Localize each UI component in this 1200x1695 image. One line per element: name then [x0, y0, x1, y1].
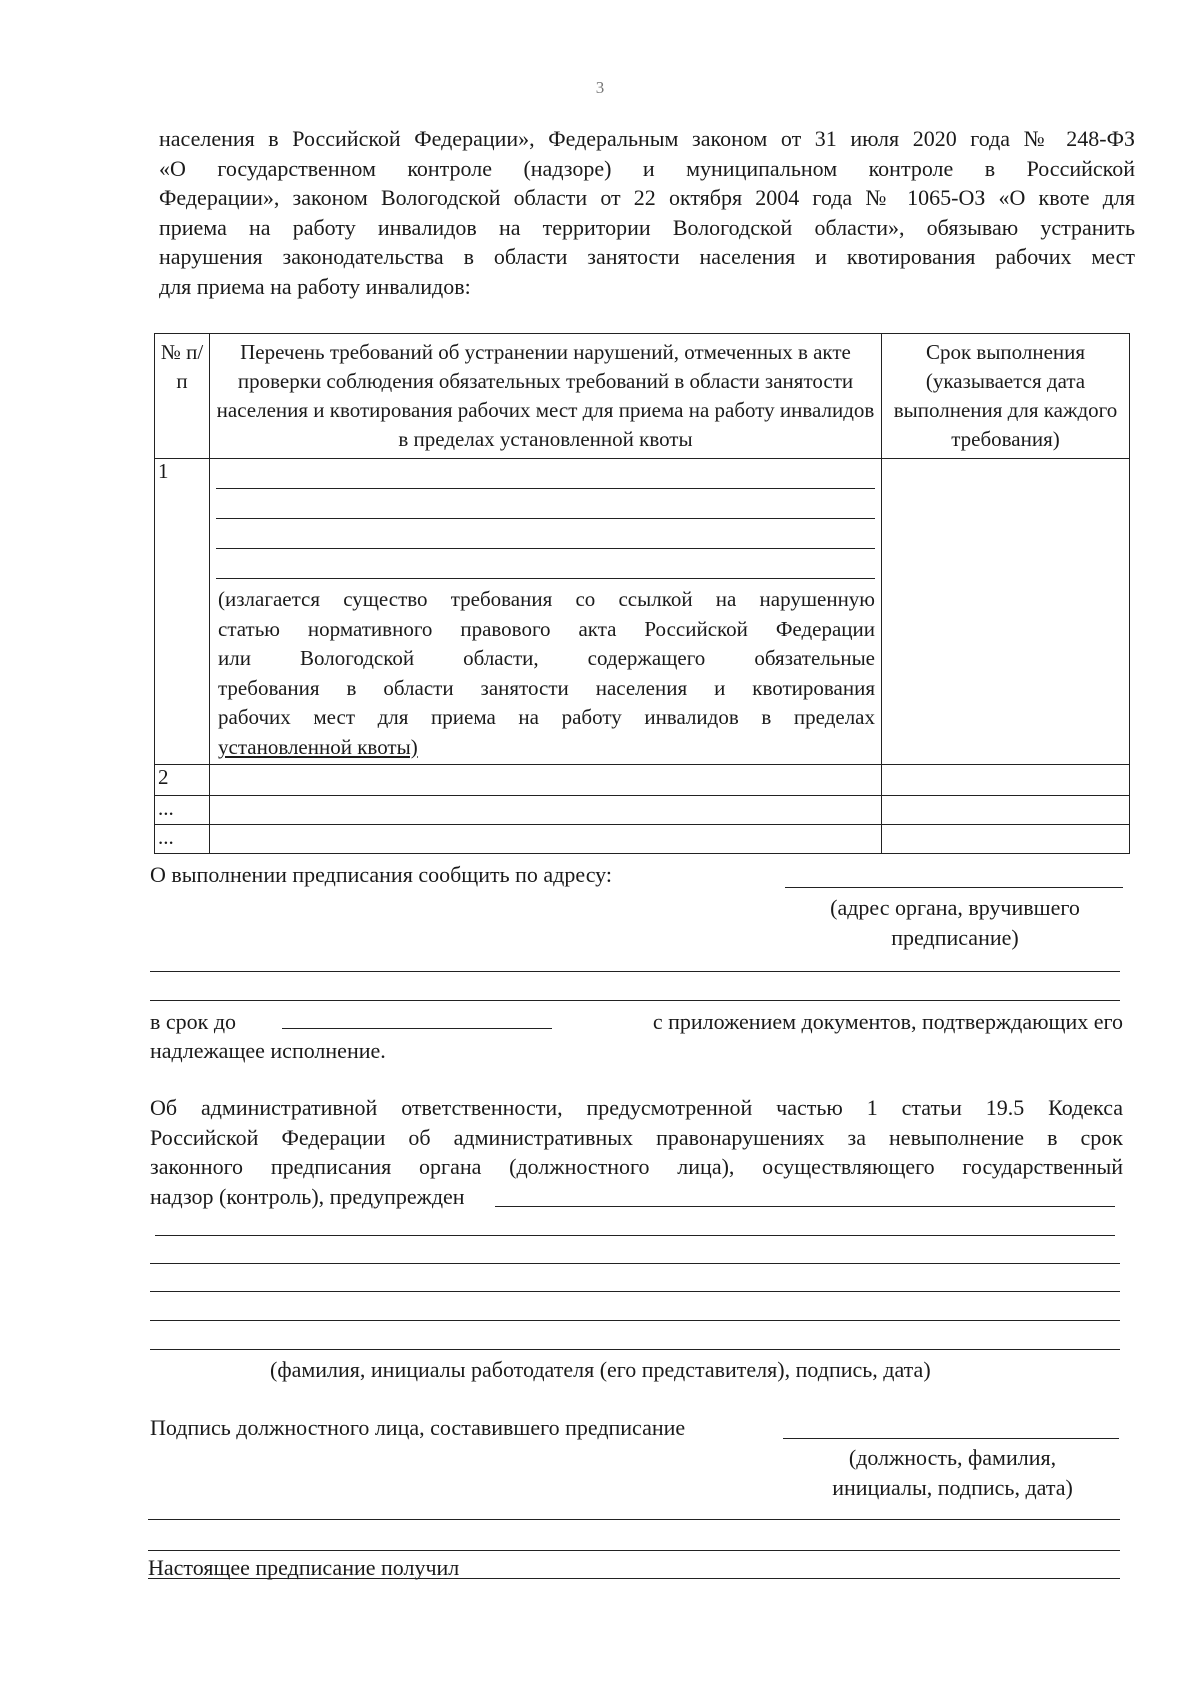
- address-line: [785, 887, 1123, 888]
- blank-line: [148, 1519, 1120, 1520]
- requirements-table: [154, 333, 1130, 854]
- blank-line: [216, 459, 875, 489]
- blank-line: [216, 519, 875, 549]
- row-requirement-cell: [210, 459, 882, 765]
- signature-label: Подпись должностного лица, составившего предписание: [150, 1415, 686, 1440]
- blank-line: [148, 1550, 1120, 1551]
- blank-line: [150, 1320, 1120, 1321]
- liability-line: законного предписания органа (должностного лица), осуществляющего государственный: [150, 1154, 1123, 1180]
- blank-line: [150, 1263, 1120, 1264]
- report-label: О выполнении предписания сообщить по адресу:: [150, 862, 612, 887]
- description-line: (излагается существо требования со ссылкой на нарушенную: [218, 587, 875, 611]
- blank-line: [495, 1206, 1115, 1207]
- deadline-second: надлежащее исполнение.: [150, 1038, 386, 1063]
- description-line: установленной квоты): [218, 734, 418, 759]
- table-row: [155, 459, 1130, 765]
- intro-line: нарушения законодательства в области занятости населения и квотирования рабочих мест: [159, 244, 1135, 270]
- header-deadline: Срок выполнения (указывается дата выполнения для каждого требования): [882, 334, 1130, 459]
- table-row: [155, 825, 1130, 854]
- row-requirement-cell: [210, 825, 882, 854]
- intro-line: населения в Российской Федерации», Федеральным законом от 31 июля 2020 года № 248-ФЗ: [159, 126, 1135, 151]
- signature-line: [783, 1438, 1119, 1439]
- blank-line: [155, 1235, 1115, 1236]
- row-deadline-cell: [882, 825, 1130, 854]
- table-row: [155, 765, 1130, 796]
- address-caption: (адрес органа, вручившего предписание): [830, 895, 1080, 950]
- deadline-suffix: с приложением документов, подтверждающих его: [652, 1009, 1123, 1034]
- row-requirement-cell: [210, 796, 882, 825]
- blank-line: [150, 971, 1120, 972]
- intro-line: Федерации», законом Вологодской области от 22 октября 2004 года № 1065-ОЗ «О квоте для: [159, 185, 1135, 211]
- header-requirement: Перечень требований об устранении нарушений, отмеченных в акте проверки соблюдения обязательных требований в области занятости населения и квотирования рабочих мест для приема на работу инвалидов в пределах установленной квоты: [210, 334, 882, 459]
- signature-caption: (должность, фамилия, инициалы, подпись, дата): [832, 1445, 1073, 1500]
- requirement-description: [210, 579, 881, 764]
- header-num: № п/п: [155, 334, 210, 459]
- intro-paragraph: [159, 124, 1135, 302]
- row-deadline-cell: [882, 796, 1130, 825]
- deadline-date-line: [282, 1028, 552, 1029]
- blank-line: [150, 1291, 1120, 1292]
- description-line: рабочих мест для приема на работу инвалидов в пределах: [218, 705, 875, 729]
- table-header-row: [155, 334, 1130, 459]
- intro-line: для приема на работу инвалидов:: [159, 273, 471, 299]
- row-num: 1: [155, 459, 210, 765]
- liability-line: Российской Федерации об административных правонарушениях за невыполнение в срок: [150, 1124, 1123, 1150]
- row-num: 2: [155, 765, 210, 796]
- intro-line: «О государственном контроле (надзоре) и муниципальном контроле в Российской: [159, 155, 1135, 181]
- table-row: [155, 796, 1130, 825]
- liability-paragraph: [150, 1093, 1123, 1182]
- row-deadline-cell: [882, 765, 1130, 796]
- description-line: или Вологодской области, содержащего обязательные: [218, 646, 875, 670]
- received-line: [148, 1578, 1120, 1579]
- blank-line: [216, 489, 875, 519]
- description-line: статью нормативного правового акта Российской Федерации: [218, 616, 875, 641]
- liability-last: надзор (контроль), предупрежден: [150, 1184, 465, 1209]
- row-num: ...: [155, 796, 210, 825]
- blank-line: [150, 1349, 1120, 1350]
- page-number: 3: [595, 78, 605, 97]
- blank-line: [216, 549, 875, 579]
- description-line: требования в области занятости населения и квотирования: [218, 675, 875, 700]
- liability-line: Об административной ответственности, предусмотренной частью 1 статьи 19.5 Кодекса: [150, 1095, 1123, 1120]
- row-num: ...: [155, 825, 210, 854]
- row-requirement-cell: [210, 765, 882, 796]
- received-label: Настоящее предписание получил: [148, 1555, 460, 1580]
- blank-line: [150, 1000, 1120, 1001]
- employer-caption: (фамилия, инициалы работодателя (его представителя), подпись, дата): [270, 1357, 931, 1382]
- row-deadline-cell: [882, 459, 1130, 765]
- intro-line: приема на работу инвалидов на территории Вологодской области», обязываю устранить: [159, 214, 1135, 240]
- deadline-prefix: в срок до: [150, 1009, 237, 1034]
